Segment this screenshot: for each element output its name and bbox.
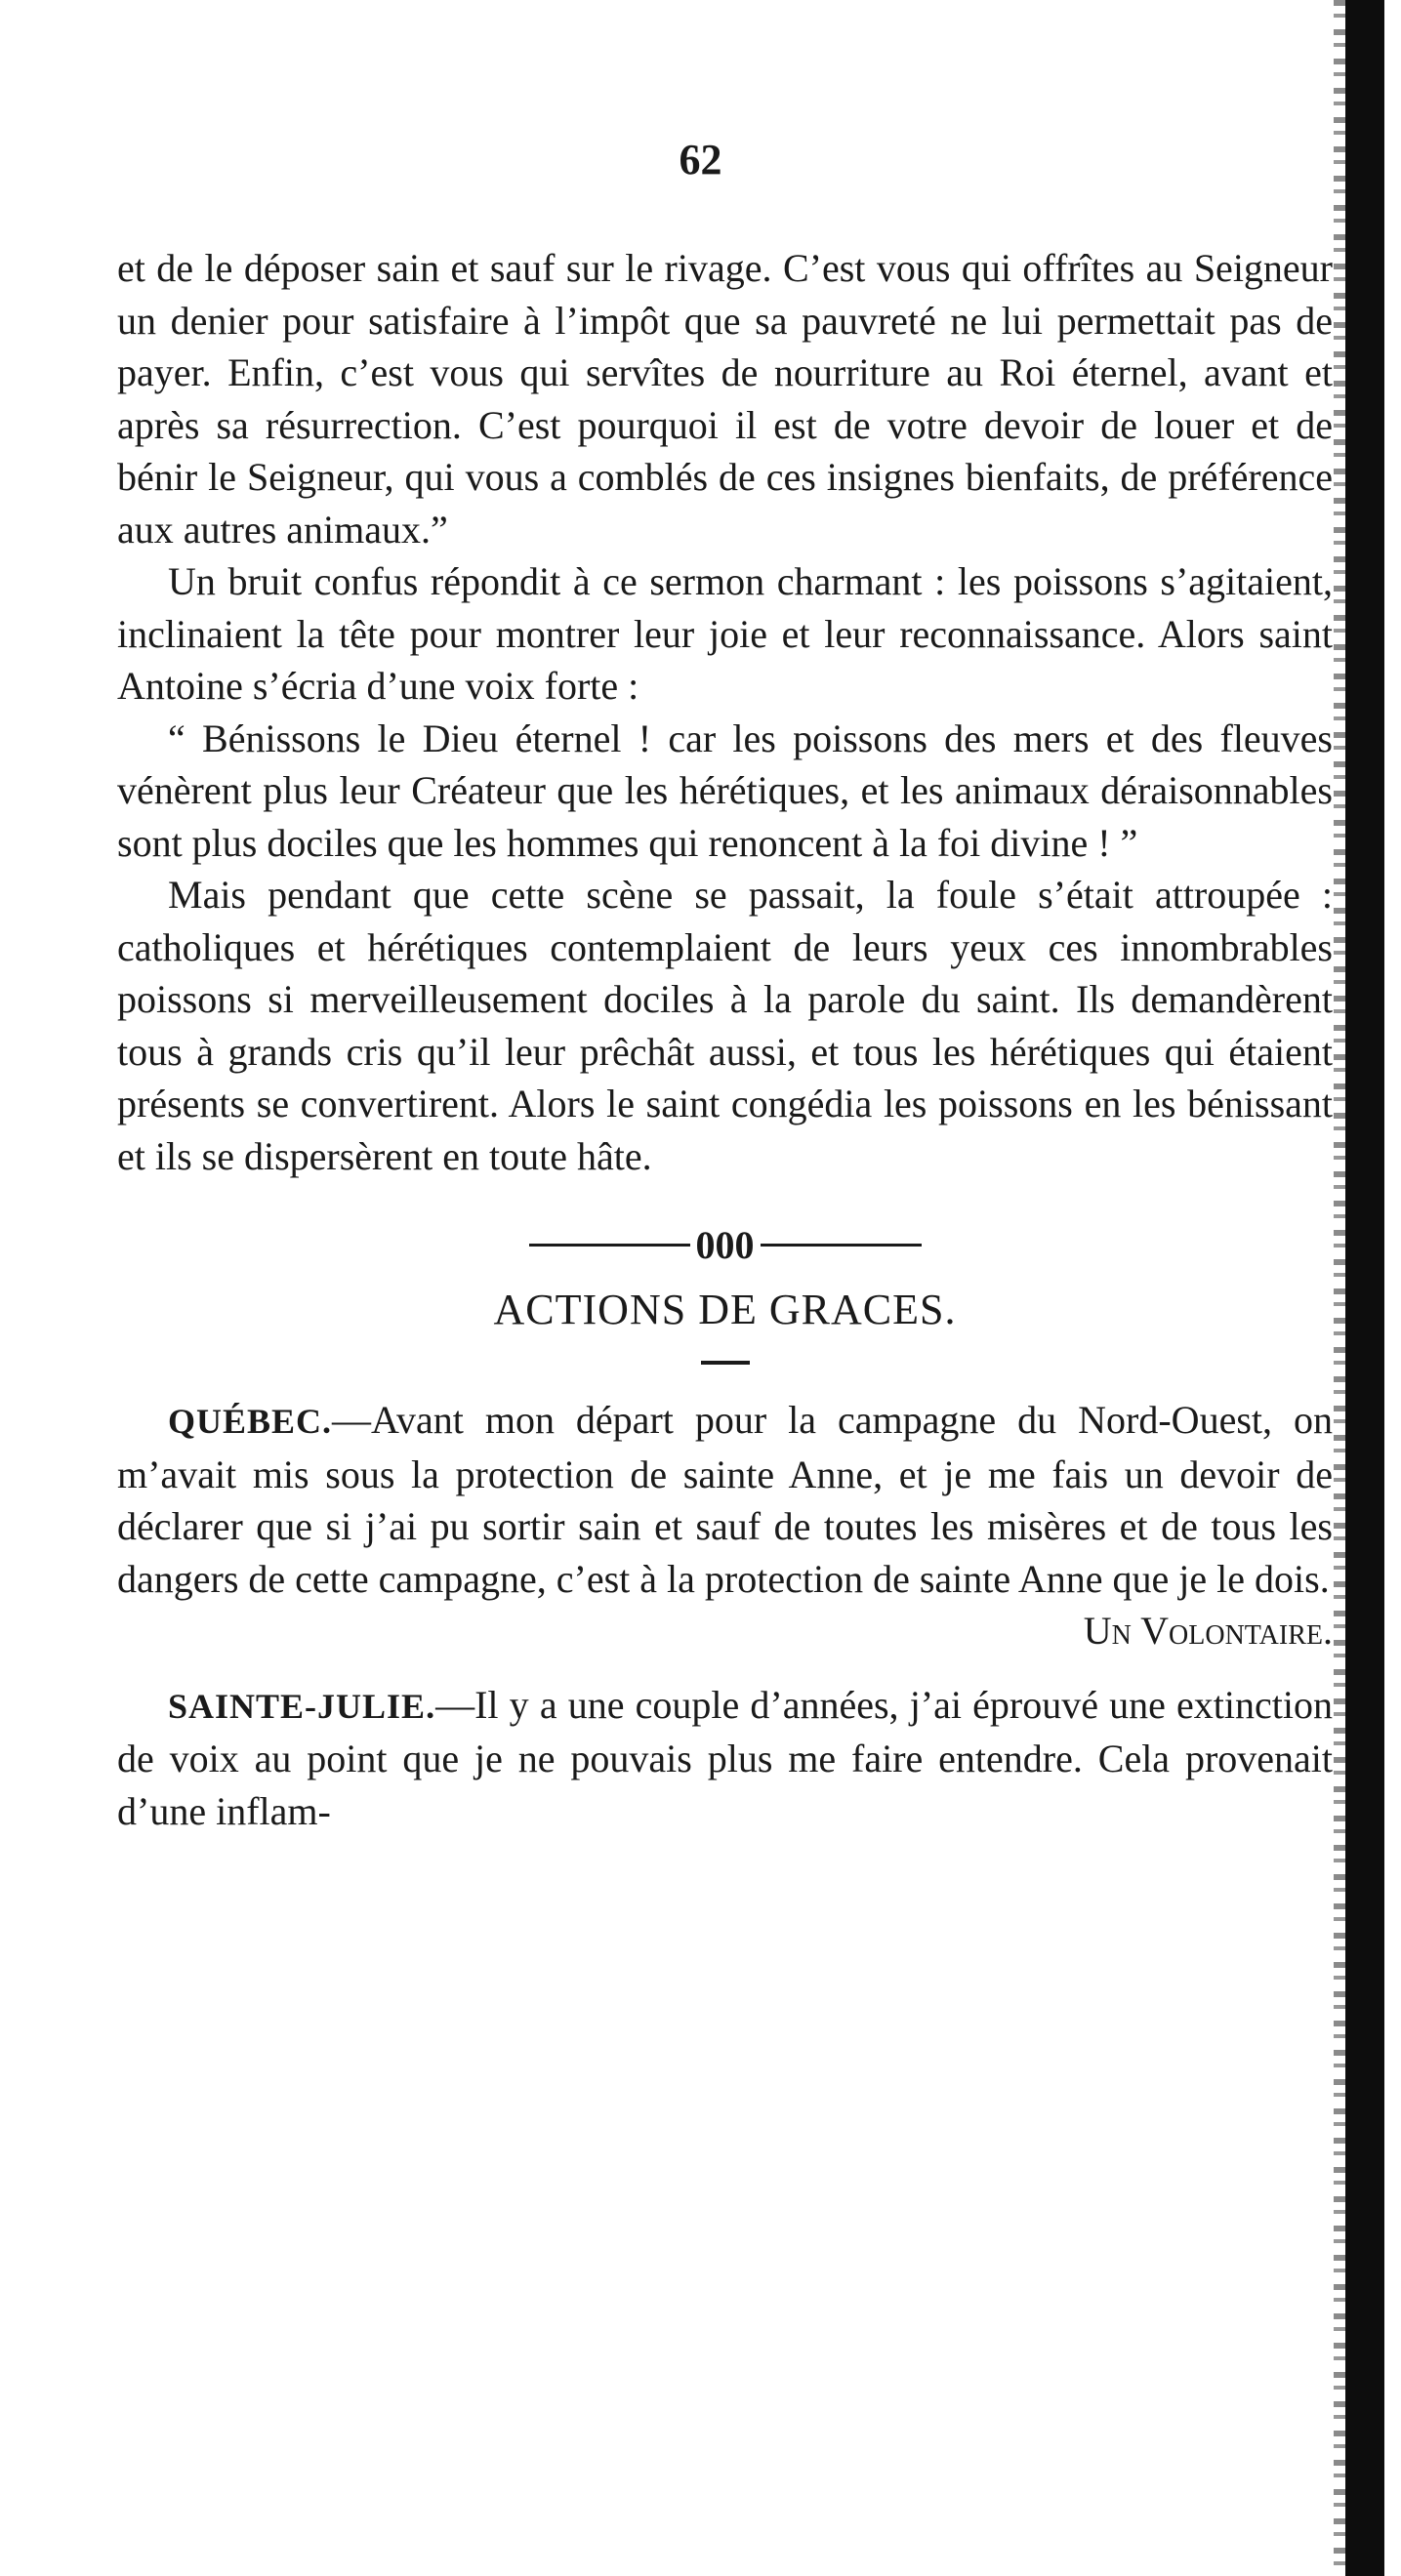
separator-rule-left: [529, 1244, 690, 1247]
page-margin-right: [1384, 0, 1401, 2576]
testimony-text: —Avant mon départ pour la campagne du Nord-Ouest, on m’avait mis sous la protection de sainte Anne, et je me fais un devoir de déclarer que si j’ai pu sortir sain et sauf de toutes les misères et de tous les dangers de cette campagne, c’est à la protection de sainte Anne que je le dois.: [117, 1398, 1333, 1601]
title-rule: [701, 1361, 750, 1365]
book-spine-shadow: [1345, 0, 1384, 2576]
testimony-text: —Il y a une couple d’années, j’ai éprouvé une extinction de voix au point que je ne pouvais plus me faire entendre. Cela provenait d’une inflam-: [117, 1682, 1333, 1833]
testimony-place: SAINTE-JULIE.: [168, 1686, 436, 1726]
paragraph-conversion: Mais pendant que cette scène se passait, la foule s’était attroupée : catholiques et hérétiques contemplaient de leurs yeux ces innombrables poissons si merveilleusement dociles à la parole du saint. Ils demandèrent tous à grands cris qu’il leur prêchât aussi, et tous les hérétiques qui étaient présents se convertirent. Alors le saint congédia les poissons en les bénissant et ils se dispersèrent en toute hâte.: [117, 873, 1333, 1178]
binding-edge: [1334, 0, 1345, 2576]
separator-rule-right: [761, 1244, 922, 1247]
text-column: [117, 242, 1333, 1837]
paragraph-continuation: et de le déposer sain et sauf sur le rivage. C’est vous qui offrîtes au Seigneur un denier pour satisfaire à l’impôt que sa pauvreté ne lui permettait pas de payer. Enfin, c’est vous qui servîtes de nourriture au Roi éternel, avant et après sa résurrection. C’est pourquoi il est de votre devoir de louer et de bénir le Seigneur, qui vous a comblés de ces insignes bienfaits, de préférence aux autres animaux.”: [117, 246, 1333, 552]
paragraph-quote: “ Bénissons le Dieu éternel ! car les poissons des mers et des fleuves vénèrent plus leur Créateur que les hérétiques, et les animaux déraisonnables sont plus dociles que les hommes qui renoncent à la foi divine ! ”: [117, 716, 1333, 865]
section-separator: [117, 1219, 1333, 1272]
paragraph-crowd-reaction: Un bruit confus répondit à ce sermon charmant : les poissons s’agitaient, inclinaient la tête pour montrer leur joie et leur reconnaissance. Alors saint Antoine s’écria d’une voix forte :: [117, 559, 1333, 708]
section-title: ACTIONS DE GRACES.: [493, 1285, 957, 1333]
testimony-place: QUÉBEC.: [168, 1402, 333, 1441]
separator-mark: 000: [695, 1223, 755, 1267]
page-number: 62: [679, 136, 722, 184]
testimony-quebec: [117, 1394, 1333, 1605]
testimony-sainte-julie: [117, 1679, 1333, 1838]
testimony-signature: Un Volontaire.: [1083, 1609, 1333, 1653]
